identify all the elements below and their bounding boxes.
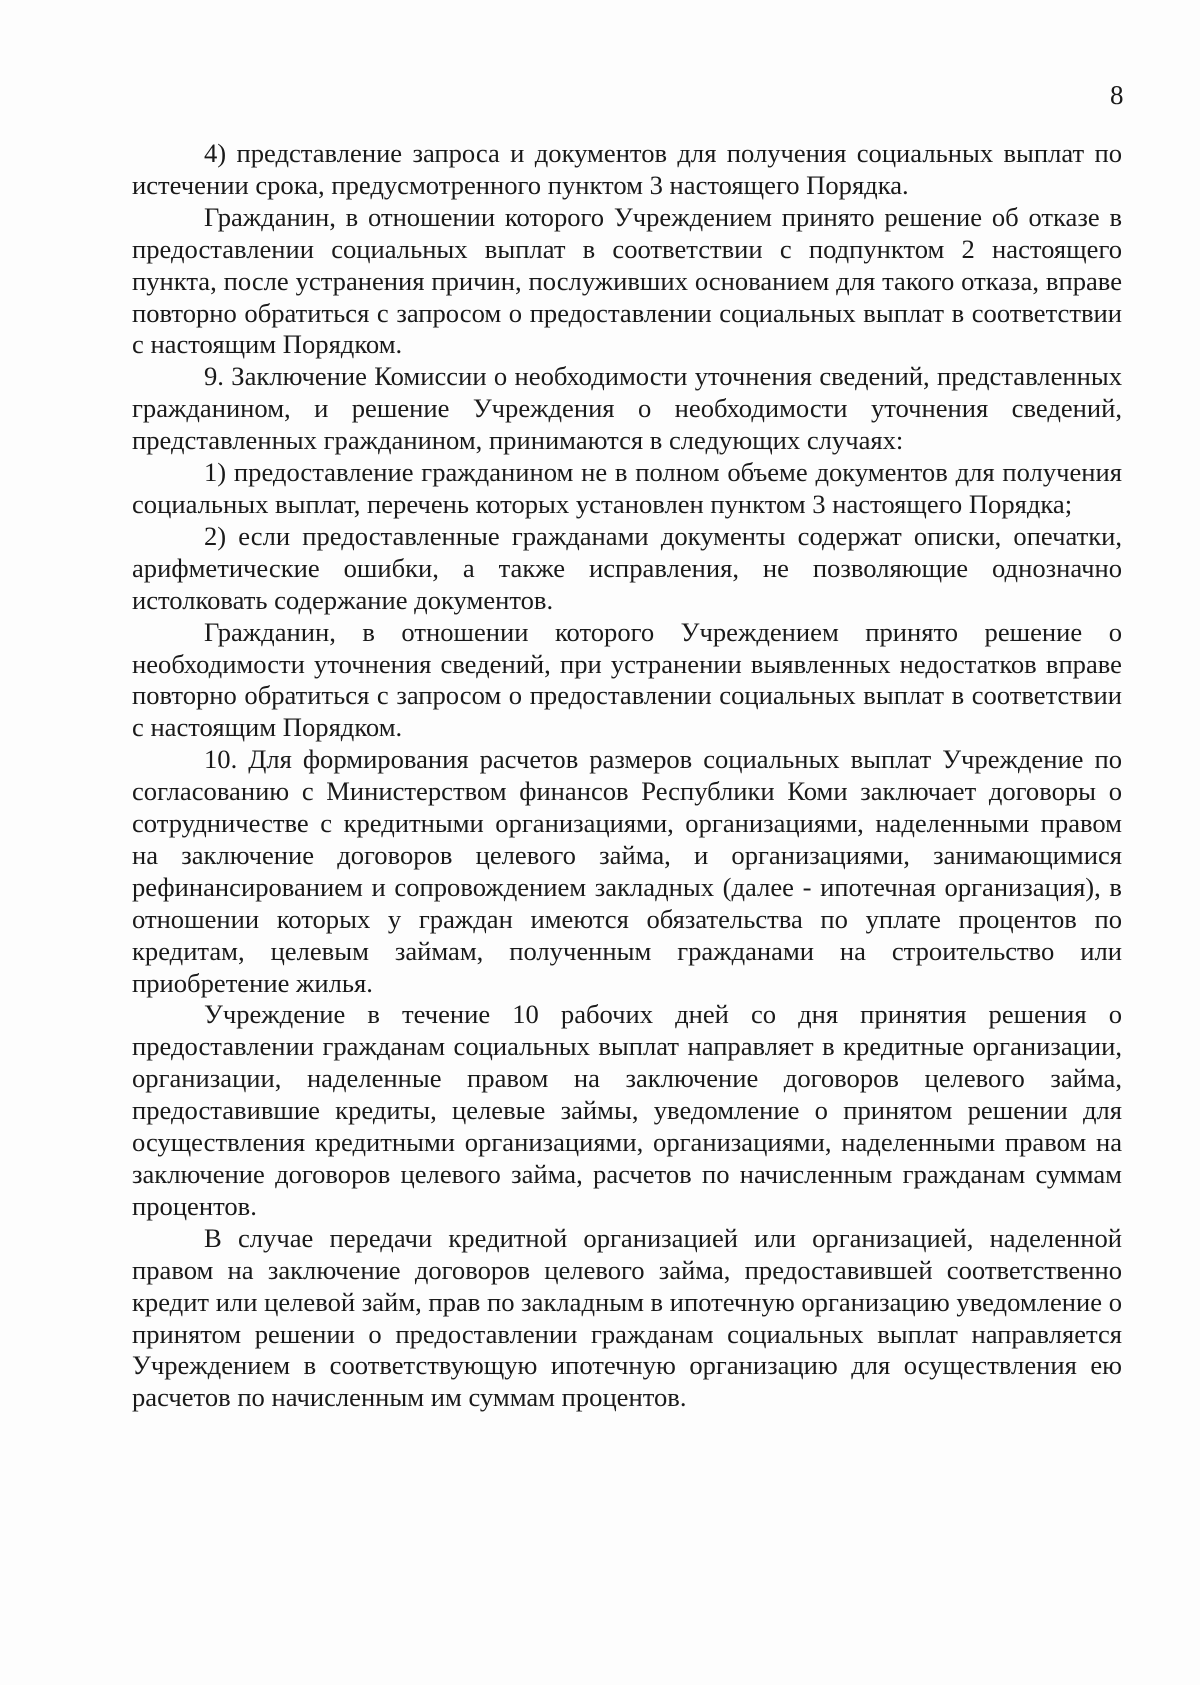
paragraph-clause-9: 9. Заключение Комиссии о необходимости уточнения сведений, представленных гражданином, и решение Учреждения о необходимости уточнения сведений, представленных гражданином, принимаются в следующих случаях: (132, 361, 1122, 456)
document-body (132, 138, 1122, 1414)
paragraph-clause-9-item-1: 1) предоставление гражданином не в полном объеме документов для получения социальных выплат, перечень которых установлен пунктом 3 настоящего Порядка; (132, 457, 1122, 519)
paragraph-notification: Учреждение в течение 10 рабочих дней со дня принятия решения о предоставлении гражданам социальных выплат направляет в кредитные организации, организации, наделенные правом на заключение договоров целевого займа, предоставившие кредиты, целевые займы, уведомление о принятом решении для осуществления кредитными организациями, организациями, наделенными правом на заключение договоров целевого займа, расчетов по начисленным гражданам суммам процентов. (132, 999, 1122, 1221)
paragraph-item-4: 4) представление запроса и документов для получения социальных выплат по истечении срока, предусмотренного пунктом 3 настоящего Порядка. (132, 138, 1122, 200)
paragraph-clause-9-item-2: 2) если предоставленные гражданами документы содержат описки, опечатки, арифметические ошибки, а также исправления, не позволяющие однозначно истолковать содержание документов. (132, 520, 1122, 615)
paragraph-refusal-reapply: Гражданин, в отношении которого Учреждением принято решение об отказе в предоставлении социальных выплат в соответствии с подпунктом 2 настоящего пункта, после устранения причин, послуживших основанием для такого отказа, вправе повторно обратиться с запросом о предоставлении социальных выплат в соответствии с настоящим Порядком. (132, 201, 1122, 360)
page-number: 8 (1110, 80, 1124, 110)
paragraph-clarification-reapply: Гражданин, в отношении которого Учреждением принято решение о необходимости уточнения сведений, при устранении выявленных недостатков вправе повторно обратиться с запросом о предоставлении социальных выплат в соответствии с настоящим Порядком. (132, 616, 1122, 743)
paragraph-clause-10: 10. Для формирования расчетов размеров социальных выплат Учреждение по согласованию с Министерством финансов Республики Коми заключает договоры о сотрудничестве с кредитными организациями, организациями, наделенными правом на заключение договоров целевого займа, и организациями, занимающимися рефинансированием и сопровождением закладных (далее - ипотечная организация), в отношении которых у граждан имеются обязательства по уплате процентов по кредитам, целевым займам, полученным гражданами на строительство или приобретение жилья. (132, 744, 1122, 998)
paragraph-mortgage-transfer: В случае передачи кредитной организацией или организацией, наделенной правом на заключение договоров целевого займа, предоставившей соответственно кредит или целевой займ, прав по закладным в ипотечную организацию уведомление о принятом решении о предоставлении гражданам социальных выплат направляется Учреждением в соответствующую ипотечную организацию для осуществления ею расчетов по начисленным им суммам процентов. (132, 1222, 1122, 1413)
